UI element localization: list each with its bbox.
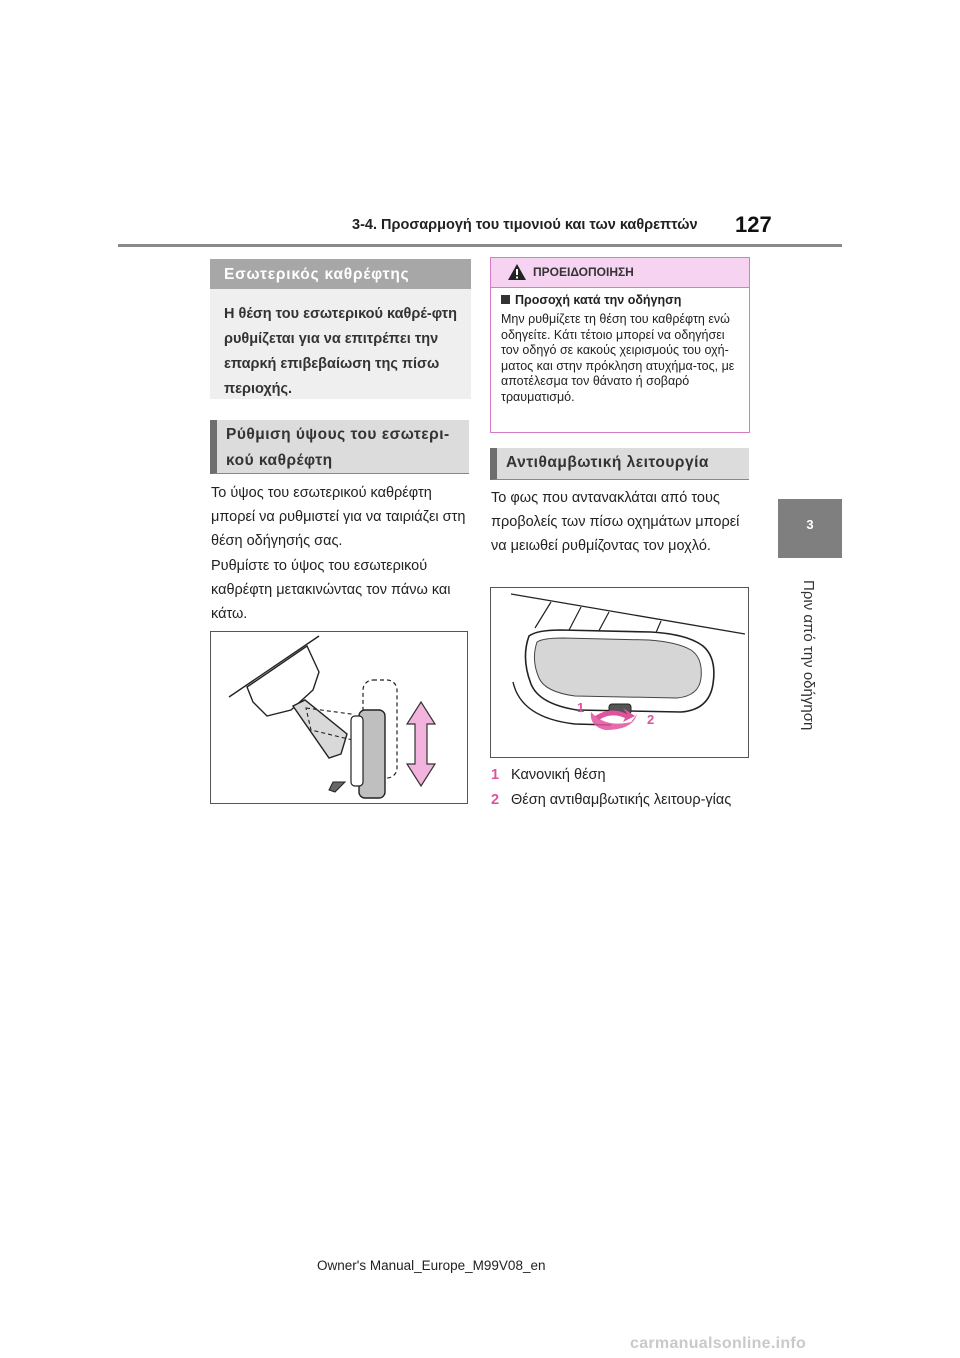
chapter-side-label: Πριν από την οδήγηση — [800, 580, 817, 731]
legend-number: 1 — [491, 767, 500, 783]
antiglare-figure — [490, 587, 749, 758]
legend-number: 2 — [491, 792, 500, 808]
warning-subheading-text: Προσοχή κατά την οδήγηση — [515, 293, 682, 307]
page-number: 127 — [735, 212, 772, 237]
header-rule — [118, 244, 842, 247]
legend-item — [491, 788, 753, 838]
height-adjust-paragraph-1: Το ύψος του εσωτερικού καθρέφτη μπορεί να ρυθμιστεί για να ταιριάζει στη θέση οδήγησής σας. — [211, 485, 466, 549]
height-adjust-heading: Ρύθμιση ύψους του εσωτερι-κού καθρέφτη — [210, 420, 469, 474]
mirror-height-figure — [210, 631, 468, 804]
warning-text: Μην ρυθμίζετε τη θέση του καθρέφτη ενώ οδηγείτε. Κάτι τέτοιο μπορεί να οδηγήσει τον οδηγό σε κακούς χειρισμούς του οχή-ματος και στην πρόκληση ατυχήμα-τος, με αποτέλεσμα τον θάνατο ή σοβαρό τραυματισμό. — [501, 312, 735, 404]
legend-text: Θέση αντιθαμβωτικής λειτουρ-γίας — [511, 792, 732, 808]
legend-text: Κανονική θέση — [511, 767, 606, 783]
antiglare-paragraph: Το φως που αντανακλάται από τους προβολείς των πίσω οχημάτων μπορεί να μειωθεί ρυθμίζοντας τον μοχλό. — [491, 490, 740, 554]
figure-label-2: 2 — [647, 712, 655, 727]
height-adjust-paragraph-2: Ρυθμίστε το ύψος του εσωτερικού καθρέφτη μετακινώντας τον πάνω και κάτω. — [211, 558, 451, 622]
mirror-height-illustration — [211, 632, 467, 803]
chapter-number: 3 — [806, 517, 814, 532]
footer-text: Owner's Manual_Europe_M99V08_en — [317, 1258, 546, 1273]
figure-label-1: 1 — [577, 700, 585, 715]
warning-title: ΠΡΟΕΙΔΟΠΟΙΗΣΗ — [533, 265, 634, 279]
square-bullet-icon — [501, 295, 510, 304]
warning-triangle-icon — [507, 263, 527, 281]
watermark: carmanualsonline.info — [630, 1335, 807, 1352]
inner-mirror-heading: Εσωτερικός καθρέφτης — [210, 259, 471, 289]
warning-box — [490, 257, 750, 433]
warning-subheading — [501, 293, 681, 307]
inner-mirror-intro: Η θέση του εσωτερικού καθρέ-φτη ρυθμίζεται για να επιτρέπει την επαρκή επιβεβαίωση της πίσω περιοχής. — [210, 289, 471, 399]
antiglare-heading: Αντιθαμβωτική λειτουργία — [490, 448, 749, 480]
warning-header — [491, 258, 749, 288]
antiglare-illustration — [491, 588, 748, 757]
chapter-tab — [778, 499, 842, 558]
legend-item — [491, 763, 753, 787]
section-title: 3-4. Προσαρμογή του τιμονιού και των καθρεπτών — [352, 217, 698, 233]
